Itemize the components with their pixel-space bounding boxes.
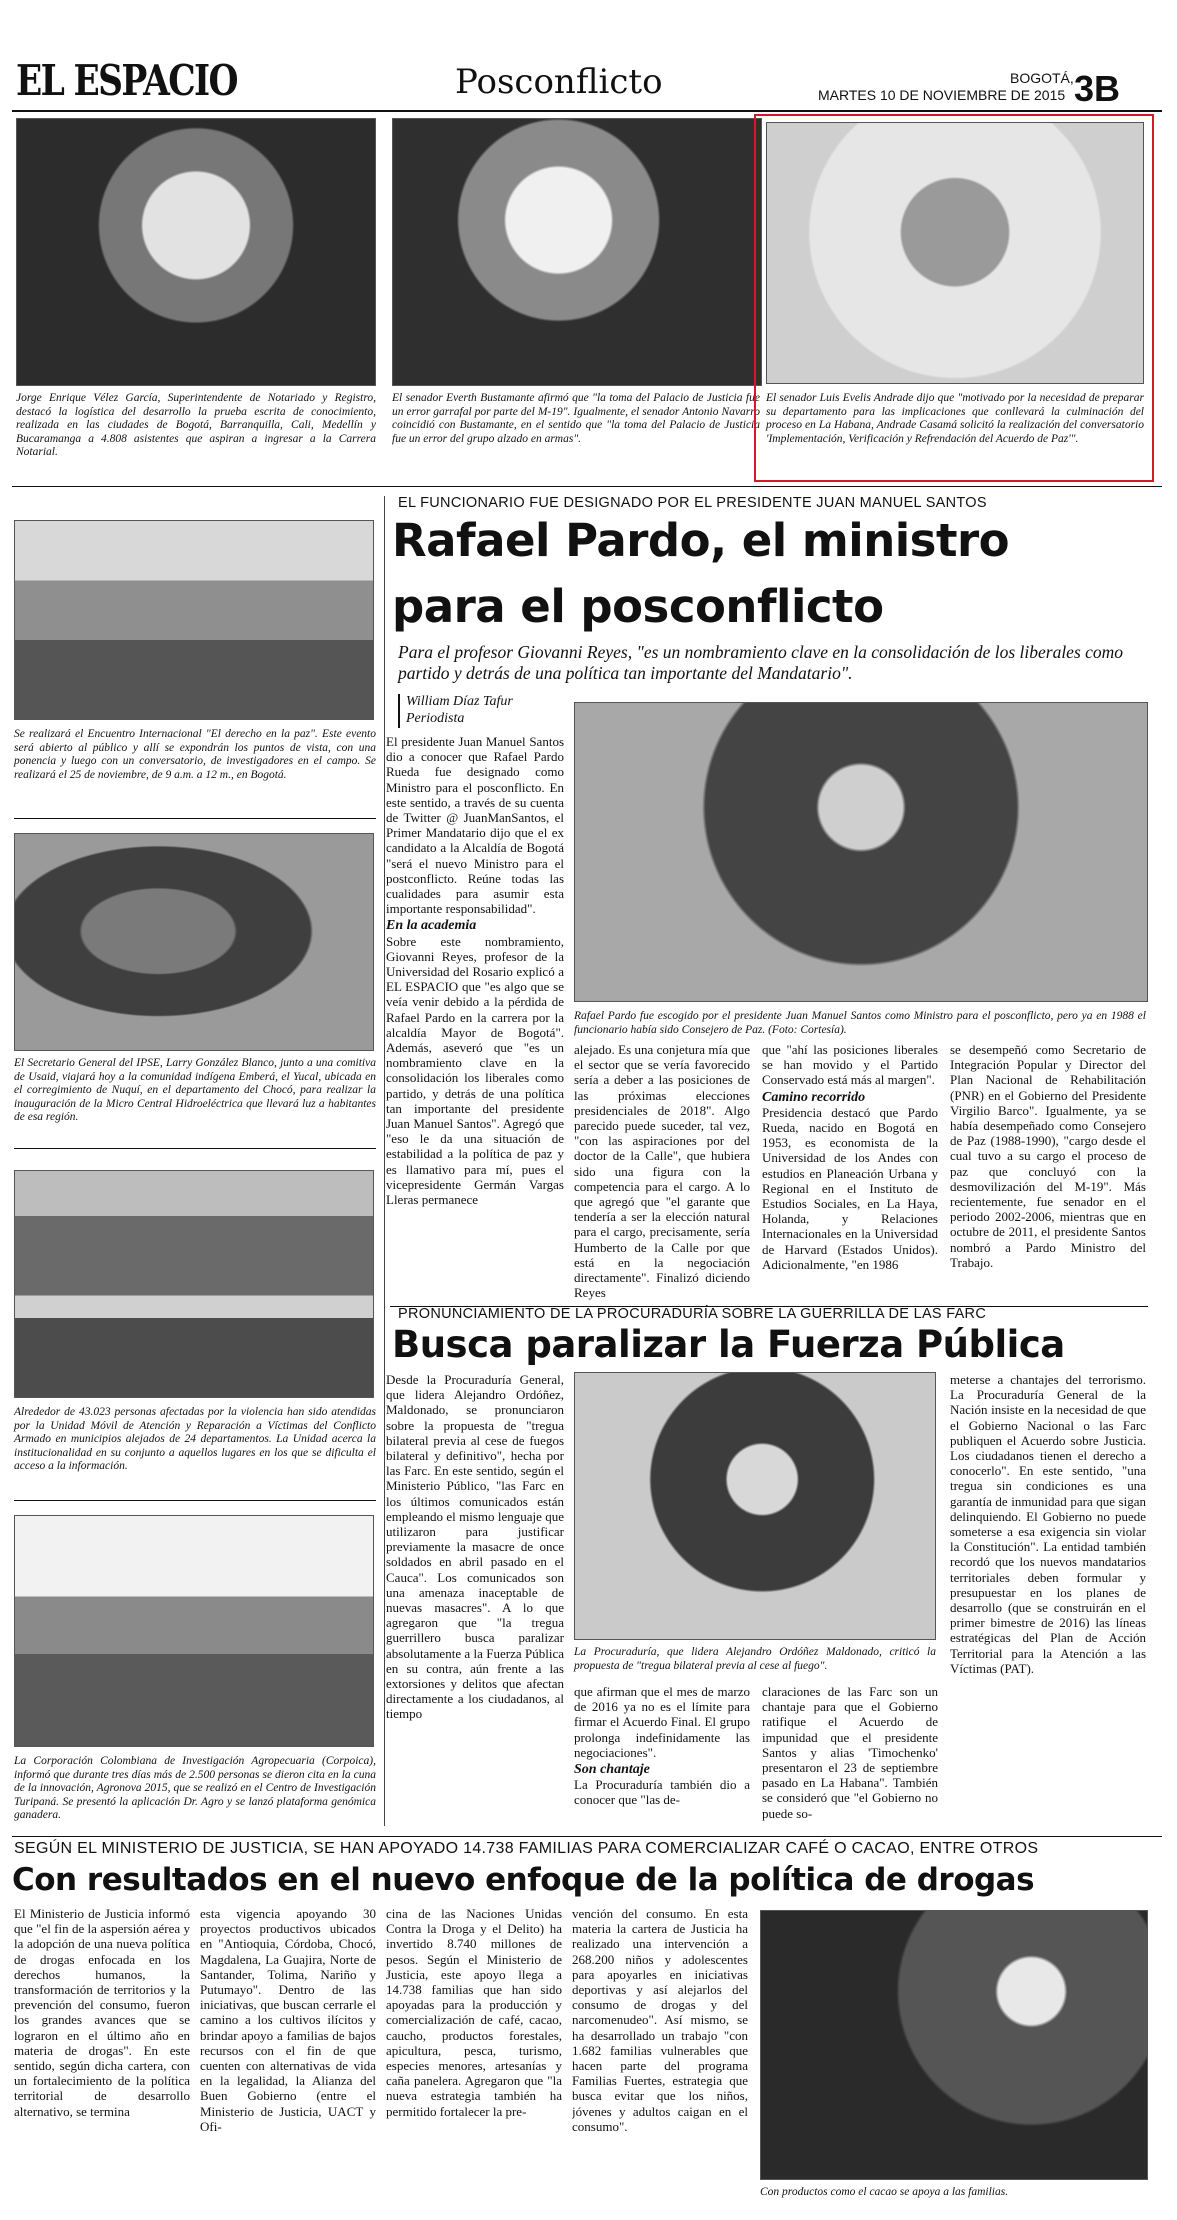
masthead-date: MARTES 10 DE NOVIEMBRE DE 2015 — [818, 87, 1066, 103]
photo-andrade — [766, 122, 1144, 384]
byline-bar — [398, 694, 400, 728]
subhead-camino: Camino recorrido — [762, 1089, 866, 1105]
article1-col1: El presidente Juan Manuel Santos dio a conocer que Rafael Pardo Rueda fue designado como Ministro para el posconflicto. En este sentido, a través de su cuenta de Twitter @ JuanManSantos, el Primer Mandatario dijo que el ex candidato a la Alcaldía de Bogotá "será el nuevo Ministro para el postconflicto. Reúne todas las cualidades para asumir esta importante responsabilidad". En la academia Sobre este nombramiento, Giovanni Reyes, profesor de la Universidad del Rosario explicó a EL ESPACIO que "es algo que se veía venir debido a la pérdida de Rafael Pardo en la carrera por la alcaldía Mayor de Bogotá". Además, aseveró que "es un nombramiento clave en la consolidación los liberales como partido, y detrás de una política tan importante del presidente Juan Manuel Santos". Agregó que "eso le da una situación de estabilidad a la política de paz y es llamativo para mí, pues el vicepresidente Germán Vargas Lleras permanece — [386, 734, 564, 1208]
subhead-academia: En la academia — [386, 918, 477, 934]
article1-kicker: EL FUNCIONARIO FUE DESIGNADO POR EL PRESIDENTE JUAN MANUEL SANTOS — [398, 495, 987, 511]
article2-col2: que afirman que el mes de marzo de 2016 ya no es el límite para firmar el Acuerdo Final. El grupo prolonga indefinidamente las negociaciones". Son chantaje La Procuraduría también dio a conocer que "las de- — [574, 1684, 750, 1808]
left-rule-1 — [14, 818, 376, 819]
photo-agronova — [14, 1515, 374, 1747]
article2-headline: Busca paralizar la Fuerza Pública — [392, 1323, 1065, 1366]
article3-headline: Con resultados en el nuevo enfoque de la política de drogas — [12, 1862, 1035, 1898]
caption-pardo: Rafael Pardo fue escogido por el presidente Juan Manuel Santos como Ministro para el posconflicto, pero ya en 1988 el funcionario había sido Consejero de Paz. (Foto: Cortesía). — [574, 1010, 1146, 1036]
article1-headline-1: Rafael Pardo, el ministro — [392, 514, 1010, 567]
article3-kicker: SEGÚN EL MINISTERIO DE JUSTICIA, SE HAN APOYADO 14.738 FAMILIAS PARA COMERCIALIZAR CAFÉ O CACAO, ENTRE OTROS — [14, 1840, 1039, 1857]
page-number: 3B — [1074, 68, 1121, 109]
photo-cacao — [760, 1910, 1148, 2180]
photo-city — [14, 520, 374, 720]
masthead-city: BOGOTÁ, — [1010, 70, 1074, 86]
top-row-rule — [12, 486, 1162, 487]
photo-embera — [14, 833, 374, 1051]
caption-agronova: La Corporación Colombiana de Investigación Agropecuaria (Corpoica), informó que durante tres días más de 2.500 personas se dieron cita en la cuna de la innovación, Agronova 2015, que se realizó en el Centro de Investigación Turipaná. Se presentó la aplicación Dr. Agro y se lanzó plataforma genómica ganadera. — [14, 1755, 376, 1821]
byline-role: Periodista — [406, 711, 465, 726]
photo-ordonez — [574, 1372, 936, 1640]
photo-velez — [16, 118, 376, 386]
article2-col3: claraciones de las Farc son un chantaje para que el Gobierno ratifique el Acuerdo de impunidad que el presidente Santos y alias 'Timochenko' presentaron el 23 de septiembre pasado en La Habana". También se consideró que "el Gobierno no puede so- — [762, 1684, 938, 1821]
article3-col4: vención del consumo. En esta materia la cartera de Justicia ha realizado una intervención a 268.200 niños y adolescentes para apoyarles en iniciativas deportivas y así alejarlos del consumo de drogas y del narcomenudeo". Así mismo, se ha desarrollado un trabajo "con 1.682 familias vulnerables que hacen parte del programa Familias Fuertes, estrategia que busca evitar que los niños, jóvenes y adultos caigan en el consumo". — [572, 1906, 748, 2134]
caption-bustamante: El senador Everth Bustamante afirmó que "la toma del Palacio de Justicia fue un error garrafal por parte del M-19". Igualmente, el senador Antonio Navarro coincidió con Bustamante, en el sentido que "la toma del Palacio de Justicia fue un error del grupo alzado en armas". — [392, 392, 760, 445]
article3-col3: cina de las Naciones Unidas Contra la Droga y el Delito) ha invertido 8.740 millones de pesos. Según el Ministerio de Justicia, este apoyo llega a 14.738 familias que han sido apoyadas para la producción y comercialización de café, cacao, caucho, productos forestales, apicultura, pesca, turismo, especies menores, artesanías y caña panelera. Agregaron que "la nueva estrategia también ha permitido fortalecer la pre- — [386, 1906, 562, 2119]
byline-name: William Díaz Tafur — [406, 694, 513, 709]
article1-col2: alejado. Es una conjetura mía que el sector que se vería favorecido sería a deber a las posiciones de las próximas elecciones presidenciales de 2018". Algo parecido puede suceder, tal vez, "con las aspiraciones por del doctor de la Calle", que hubiera sido una figura con la competencia para el cargo. A lo que agregó que "el garante que tendería a ser la elección natural para el cargo, precisamente, sería Humberto de la Calle por que está en la negociación directamente". Finalizó diciendo Reyes — [574, 1042, 750, 1300]
article1-headline-2: para el posconflicto — [392, 580, 884, 633]
section-title: Posconflicto — [455, 62, 663, 102]
article3-col1: El Ministerio de Justicia informó que "el fin de la aspersión aérea y la adopción de una nueva política de drogas enfocada en los derechos humanos, la transformación de territorios y la prevención del consumo, fueron los grandes avances que se lograron en el último año en materia de drogas". En este sentido, según dicha cartera, con un fortalecimiento de la política territorial de desarrollo alternativo, se termina — [14, 1906, 190, 2119]
masthead-logo: EL ESPACIO — [16, 56, 237, 105]
masthead-rule — [12, 110, 1162, 112]
caption-cacao: Con productos como el cacao se apoya a las familias. — [760, 2186, 1009, 2198]
caption-velez: Jorge Enrique Vélez García, Superintendente de Notariado y Registro, destacó la logística del desarrollo la prueba escrita de conocimiento, realizada en las ciudades de Bogotá, Barranquilla, Cali, Medellín y Bucaramanga a 4.808 asistentes que aspiran a ingresar a la Carrera Notarial. — [16, 392, 376, 458]
article2-col4: meterse a chantajes del terrorismo. La Procuraduría General de la Nación insiste en la necesidad de que el Gobierno Nacional o las Farc publiquen el Acuerdo sobre Justicia. Los ciudadanos tienen el derecho a conocerlo". En este sentido, "una tregua sin condiciones es una garantía de inmunidad para que sigan delinquiendo. El Gobierno no puede someterse a esa exigencia sin violar la Constitución". La entidad también recordó que los nuevos mandatarios territoriales deben formular y presupuestar en los planes de desarrollo (que se construirán en el primer bimestre de 2016) las líneas estratégicas del Plan de Acción Territorial para la Atención a las Víctimas (PAT). — [950, 1372, 1146, 1676]
photo-pardo — [574, 702, 1148, 1002]
left-column-divider — [384, 496, 385, 1826]
article1-col4: se desempeñó como Secretario de Integración Popular y Director del Plan Nacional de Rehabilitación (PNR) en el Gobierno del Presidente Virgilio Barco". Igualmente, ya se había desempeñado como Consejero de Paz (1988-1990), "cargo desde el cual tuvo a su cargo el proceso de paz que concluyó con la desmovilización del M-19". Más recientemente, fue senador en el periodo 2002-2006, mientras que en octubre de 2011, el presidente Santos nombró a Pardo Ministro del Trabajo. — [950, 1042, 1146, 1270]
article2-rule — [12, 1836, 1162, 1837]
article1-col3: que "ahí las posiciones liberales se han movido y el Partido Conservado está más al margen". Camino recorrido Presidencia destacó que Pardo Rueda, nacido en Bogotá en 1953, es economista de la Universidad de los Andes con estudios en Planeación Urbana y Regional en el Instituto de Estudios Sociales, en La Haya, Holanda, y Relaciones Internacionales en la Universidad de Harvard (Estados Unidos). Adicionalmente, "en 1986 — [762, 1042, 938, 1272]
subhead-chantaje: Son chantaje — [574, 1762, 650, 1778]
caption-embera: El Secretario General del IPSE, Larry González Blanco, junto a una comitiva de Usaid, viajará hoy a la comunidad indígena Emberá, el Yucal, ubicada en el corregimiento de Nuquí, en el departamento del Chocó, para realizar la inauguración de la Micro Central Hidroeléctrica que llevará luz a habitantes de esa región. — [14, 1057, 376, 1123]
article2-kicker: PRONUNCIAMIENTO DE LA PROCURADURÍA SOBRE LA GUERRILLA DE LAS FARC — [398, 1306, 987, 1322]
article3-col2: esta vigencia apoyando 30 proyectos productivos ubicados en "Antioquia, Córdoba, Chocó, Magdalena, La Guajira, Norte de Santander, Tolima, Nariño y Putumayo". Dentro de las iniciativas, que buscan cerrarle el camino a los cultivos ilícitos y brindar apoyo a familias de bajos recursos con el fin de que cuenten con alternativas de vida en la legalidad, la Alianza del Buen Gobierno (entre el Ministerio de Justicia, UACT y Ofi- — [200, 1906, 376, 2134]
photo-bustamante — [392, 118, 762, 386]
caption-andrade: El senador Luis Evelis Andrade dijo que "motivado por la necesidad de preparar su departamento para las implicaciones que conllevará la culminación del proceso en La Habana, Andrade Casamá solicitó la realización del conversatorio 'Implementación, Verificación y Refrendación del Acuerdo de Paz'". — [766, 392, 1144, 445]
photo-victims — [14, 1170, 374, 1398]
left-rule-2 — [14, 1148, 376, 1149]
caption-victims: Alrededor de 43.023 personas afectadas por la violencia han sido atendidas por la Unidad Móvil de Atención y Reparación a Víctimas del Conflicto Armado en municipios alejados de 24 departamentos. La Unidad acerca la institucionalidad en su conjunto a aquellos lugares en los que se dificulta el acceso a la información. — [14, 1406, 376, 1472]
left-rule-3 — [14, 1500, 376, 1501]
article2-col1: Desde la Procuraduría General, que lidera Alejandro Ordóñez, Maldonado, se pronunciaron sobre la propuesta de "tregua bilateral previa al cese de fuegos bilateral y definitivo", hecha por las Farc. En este sentido, según el Ministerio Público, "las Farc en los últimos comunicados están empleando el mismo lenguaje que utilizaron para justificar previamente la masacre de once soldados en abril pasado en el Cauca". Los comunicados son una amenaza inaceptable de nuevas masacres". A lo que agregaron que "la tregua guerrillero busca paralizar absolutamente a la Fuerza Pública en su contra, aún frente a las extorsiones y delitos que afectan directamente a los ciudadanos, al tiempo — [386, 1372, 564, 1722]
caption-ordonez: La Procuraduría, que lidera Alejandro Ordóñez Maldonado, criticó la propuesta de "tregua bilateral previa al cese al fuego". — [574, 1646, 936, 1672]
caption-city: Se realizará el Encuentro Internacional "El derecho en la paz". Este evento será abierto al público y allí se expondrán los puntos de vista, con una ponencia y luego con un conversatorio, de investigadores en el campo. Se realizará el 25 de noviembre, de 9 a.m. a 12 m., en Bogotá. — [14, 728, 376, 781]
article1-lead: Para el profesor Giovanni Reyes, "es un nombramiento clave en la consolidación de los liberales como partido y detrás de una política tan importante del Mandatario". — [398, 642, 1124, 683]
